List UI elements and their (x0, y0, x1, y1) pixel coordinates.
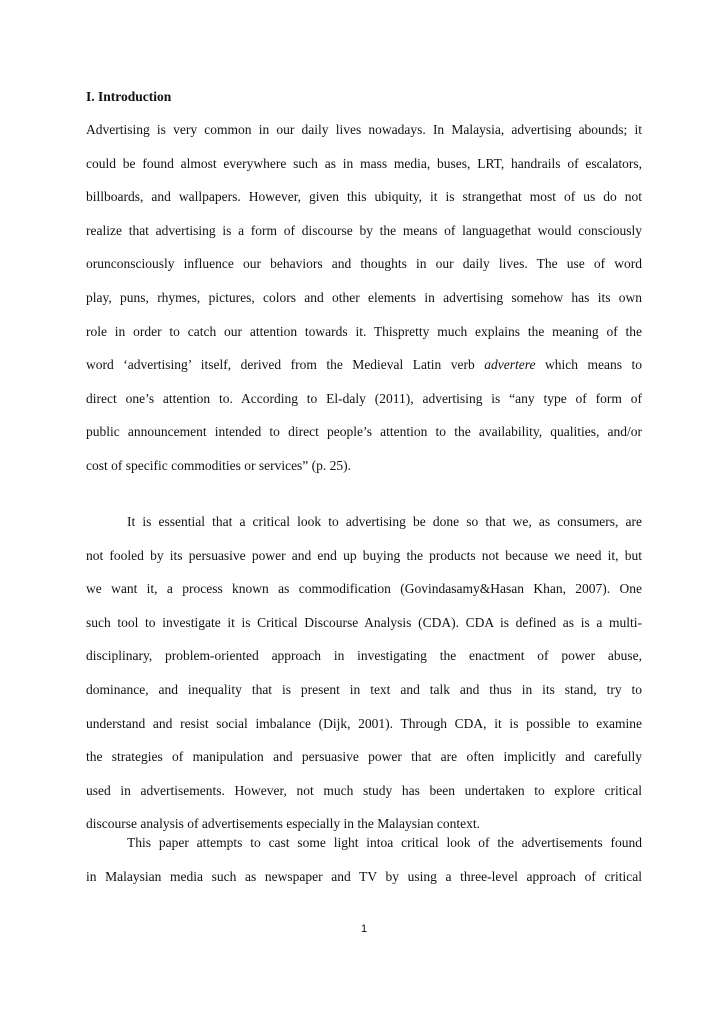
text-line: role in order to catch our attention towards it. Thispretty much explains the meaning of the (86, 323, 642, 339)
text-line: dominance, and inequality that is present in text and talk and thus in its stand, try to (86, 681, 642, 697)
text-line: disciplinary, problem-oriented approach in investigating the enactment of power abuse, (86, 648, 642, 664)
text-line: in Malaysian media such as newspaper and TV by using a three-level approach of critical (86, 868, 642, 884)
text-line: used in advertisements. However, not much study has been undertaken to explore critical (86, 782, 642, 798)
text-line: understand and resist social imbalance (Dijk, 2001). Through CDA, it is possible to examine (86, 715, 642, 731)
text-line: Advertising is very common in our daily lives nowadays. In Malaysia, advertising abounds; it (86, 122, 642, 137)
text-line: This paper attempts to cast some light intoa critical look of the advertisements found (127, 835, 642, 850)
page-number: 1 (360, 923, 368, 935)
text-line: cost of specific commodities or services” (p. 25). (86, 457, 352, 473)
text-line: direct one’s attention to. According to El-daly (2011), advertising is “any type of form of (86, 390, 642, 406)
text-line: public announcement intended to direct people’s attention to the availability, qualities, and/or (86, 424, 642, 440)
text-line (86, 357, 642, 391)
paragraph-1 (86, 122, 642, 492)
text-line: such tool to investigate it is Critical Discourse Analysis (CDA). CDA is defined as is a multi- (86, 614, 642, 630)
text-line: orunconsciously influence our behaviors and thoughts in our daily lives. The use of word (86, 256, 642, 272)
text-line: realize that advertising is a form of discourse by the means of languagethat would consciously (86, 222, 642, 238)
section-heading: I. Introduction (86, 89, 172, 104)
text-line: discourse analysis of advertisements especially in the Malaysian context. (86, 816, 481, 832)
text-line: not fooled by its persuasive power and end up buying the products not because we need it, but (86, 547, 642, 563)
text-line: It is essential that a critical look to advertising be done so that we, as consumers, are (127, 514, 642, 529)
text-line: the strategies of manipulation and persuasive power that are often implicitly and carefully (86, 749, 642, 765)
text-line: billboards, and wallpapers. However, given this ubiquity, it is strangethat most of us do not (86, 189, 642, 205)
latin-term: advertere (484, 357, 536, 373)
text-line: could be found almost everywhere such as in mass media, buses, LRT, handrails of escalators, (86, 155, 642, 171)
text-line: we want it, a process known as commodification (Govindasamy&Hasan Khan, 2007). One (86, 581, 642, 597)
text-run: word ‘advertising’ itself, derived from the Medieval Latin verb (86, 357, 485, 373)
paragraph-2 (86, 514, 642, 850)
text-line: play, puns, rhymes, pictures, colors and other elements in advertising somehow has its own (86, 289, 642, 305)
paragraph-3 (86, 835, 642, 902)
text-run: which means to (535, 357, 642, 373)
